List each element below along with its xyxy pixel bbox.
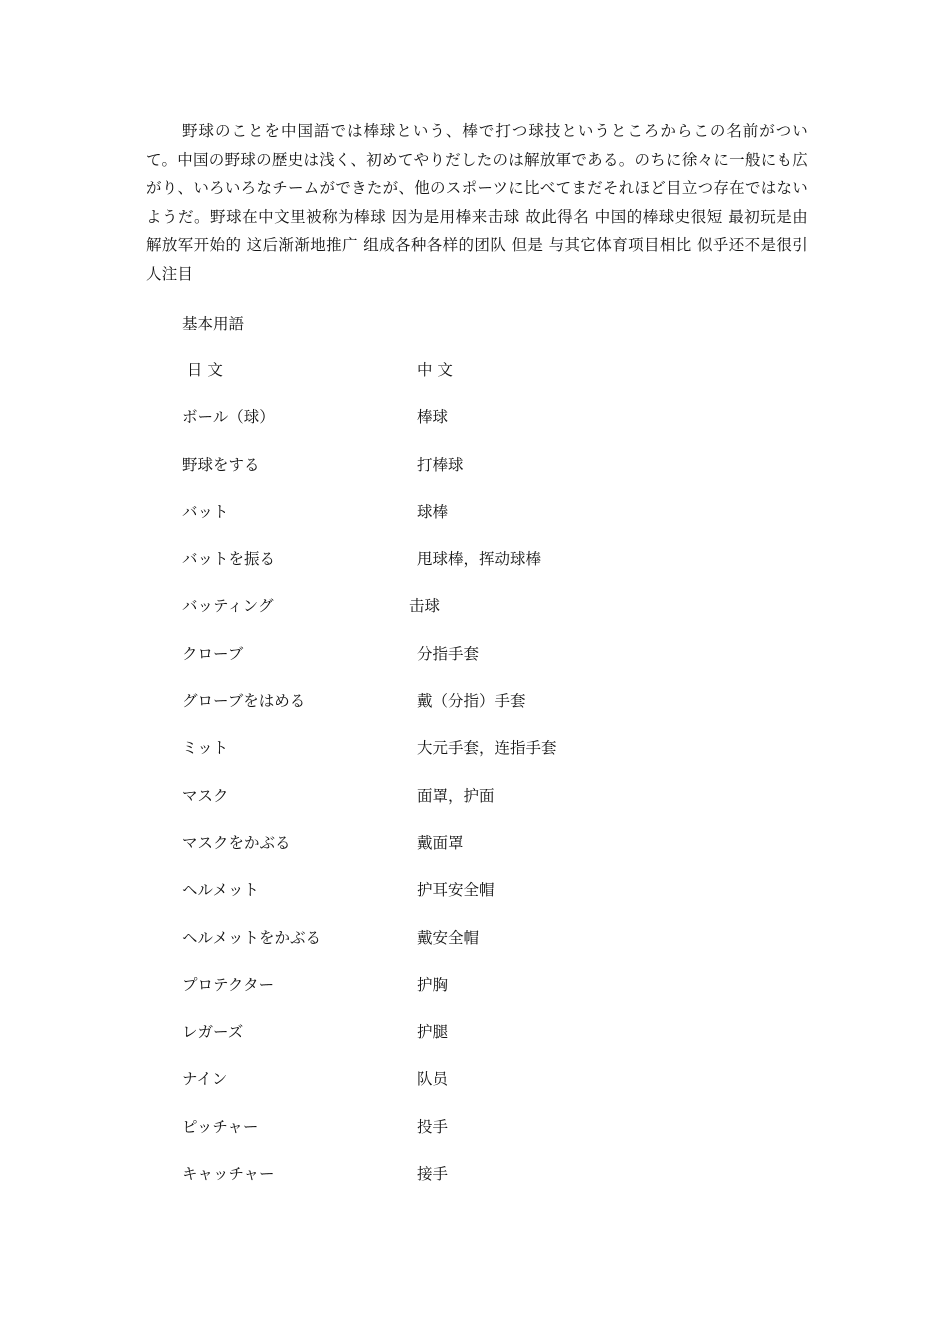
table-row xyxy=(182,1115,742,1162)
term-japanese: マスクをかぶる xyxy=(182,833,291,852)
term-chinese: 接手 xyxy=(417,1165,449,1184)
table-row xyxy=(182,689,742,736)
table-row xyxy=(182,500,742,547)
term-chinese: 击球 xyxy=(409,597,441,616)
term-japanese: ナイン xyxy=(182,1070,228,1089)
term-chinese: 棒球 xyxy=(417,408,449,427)
table-row xyxy=(182,453,742,500)
table-row xyxy=(182,973,742,1020)
term-japanese: キャッチャー xyxy=(182,1165,275,1184)
term-chinese: 分指手套 xyxy=(417,644,480,663)
term-japanese: バットを振る xyxy=(182,550,276,569)
section-title: 基本用語 xyxy=(182,315,245,333)
table-row xyxy=(182,594,742,641)
table-row xyxy=(182,642,742,689)
term-japanese: ボール（球） xyxy=(182,408,275,427)
term-chinese: 护腿 xyxy=(417,1023,449,1042)
header-chinese: 中 文 xyxy=(417,361,453,379)
intro-paragraph: 野球のことを中国語では棒球という、棒で打つ球技というところからこの名前がついて。中国の野球の歴史は浅く、初めてやりだしたのは解放軍である。のちに徐々に一般にも広がり、いろいろなチームができたが、他のスポーツに比べてまだそれほど目立つ存在ではないようだ。野球在中文里被称为棒球 因为是用棒来击球 故此得名 中国的棒球史很短 最初玩是由解放军开始的 这后渐渐地推广 组成各种各样的团队 但是 与其它体育项目相比 似乎还不是很引人注目 xyxy=(146,122,808,283)
table-row xyxy=(182,1067,742,1114)
table-row xyxy=(182,784,742,831)
term-japanese: ピッチャー xyxy=(182,1117,259,1136)
term-chinese: 大元手套，连指手套 xyxy=(417,739,557,758)
term-chinese: 甩球棒，挥动球棒 xyxy=(417,550,542,569)
table-row xyxy=(182,736,742,783)
term-chinese: 球棒 xyxy=(417,502,449,521)
term-japanese: マスク xyxy=(182,786,229,805)
term-japanese: レガーズ xyxy=(182,1023,244,1042)
term-japanese: バット xyxy=(182,502,229,521)
term-japanese: グローブをはめる xyxy=(182,692,306,711)
term-chinese: 戴面罩 xyxy=(417,833,464,852)
table-row xyxy=(182,547,742,594)
term-chinese: 队员 xyxy=(417,1070,449,1089)
table-row xyxy=(182,1020,742,1067)
term-chinese: 投手 xyxy=(417,1117,449,1136)
term-chinese: 护胸 xyxy=(417,975,449,994)
term-chinese: 面罩，护面 xyxy=(417,786,495,805)
term-chinese: 戴安全帽 xyxy=(417,928,480,947)
table-row xyxy=(182,1162,742,1209)
term-japanese: 野球をする xyxy=(182,455,260,474)
term-chinese: 戴（分指）手套 xyxy=(417,692,526,711)
term-japanese: プロテクター xyxy=(182,975,275,994)
term-japanese: クローブ xyxy=(182,644,244,663)
table-header-row xyxy=(182,358,742,405)
term-chinese: 护耳安全帽 xyxy=(417,881,495,900)
term-japanese: バッティング xyxy=(182,597,274,616)
table-row xyxy=(182,878,742,925)
term-japanese: ヘルメットをかぶる xyxy=(182,928,322,947)
table-row xyxy=(182,405,742,452)
header-japanese: 日 文 xyxy=(182,361,223,379)
term-table xyxy=(182,358,742,1209)
term-japanese: ヘルメット xyxy=(182,881,260,900)
term-chinese: 打棒球 xyxy=(417,455,464,474)
table-row xyxy=(182,831,742,878)
term-japanese: ミット xyxy=(182,739,229,758)
table-row xyxy=(182,926,742,973)
